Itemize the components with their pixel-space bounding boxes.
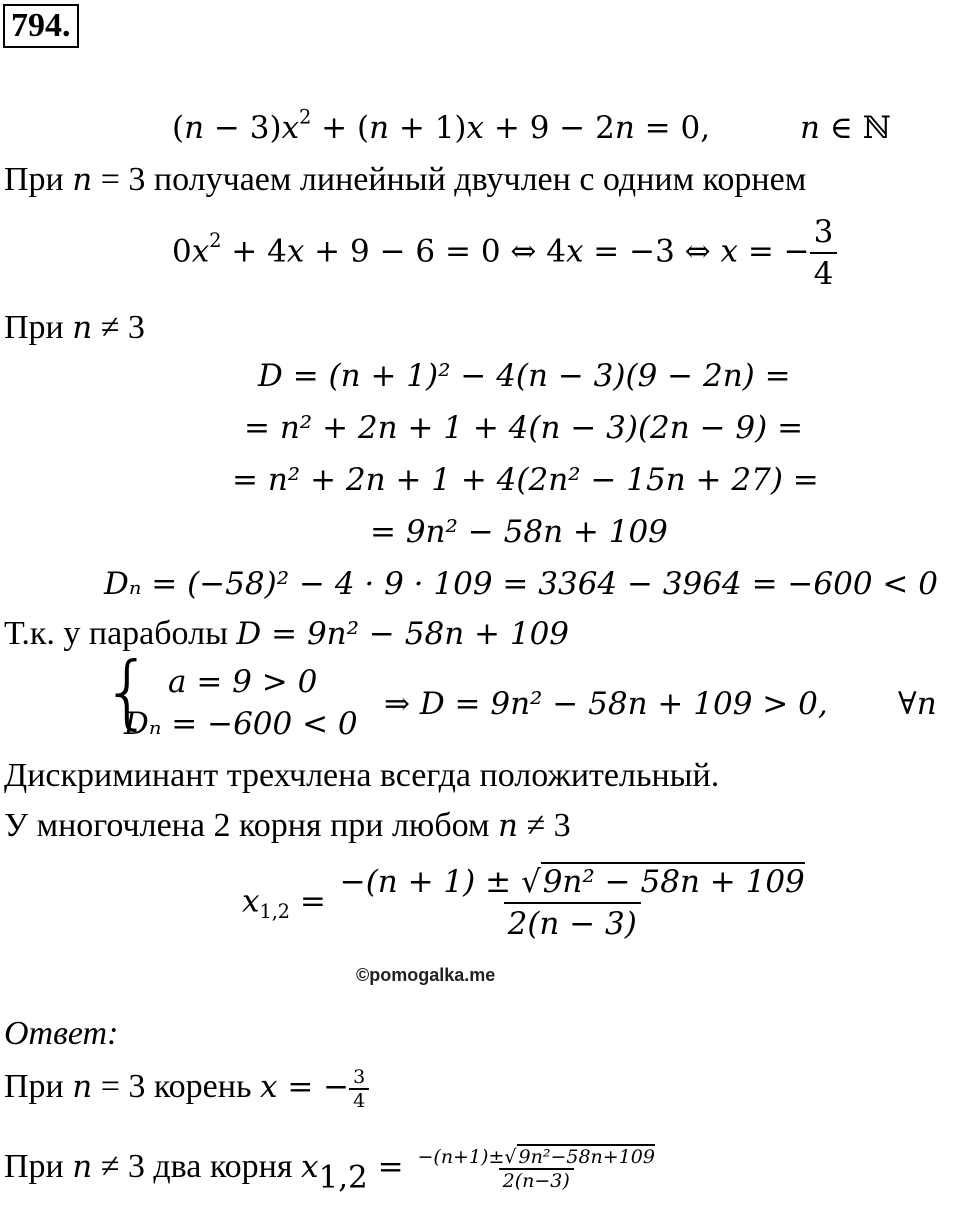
answer-roots-fraction — [413, 1146, 659, 1192]
eq-var-n: n — [369, 110, 390, 146]
eq-var-n: n — [614, 110, 635, 146]
roots-fraction — [336, 862, 809, 944]
equals: = — [290, 883, 336, 920]
part: = −3 ⇔ — [583, 233, 721, 270]
system-row-2: Dₙ = −600 < 0 — [124, 706, 358, 742]
answer-label: Ответ: — [4, 1015, 119, 1052]
var-n: n — [72, 1068, 93, 1105]
disc-of-disc-line: Dₙ = (−58)² − 4 · 9 · 109 = 3364 − 3964 = −600 < 0 — [104, 566, 938, 602]
text: При — [4, 1067, 73, 1105]
num-text: −(n + 1) ± — [339, 864, 521, 900]
subscript: 1,2 — [259, 900, 291, 924]
var-x: x — [301, 1148, 319, 1185]
var-x: x — [720, 233, 738, 270]
text: ≠ 3 — [517, 807, 571, 844]
main-equation — [172, 105, 711, 148]
var-n: n — [72, 1148, 93, 1185]
answer-line-2 — [4, 1146, 659, 1198]
linear-equation — [172, 212, 837, 294]
eq-part: + 9 − 2 — [484, 110, 615, 146]
var-n: n — [498, 808, 518, 844]
part: 0 — [172, 233, 192, 270]
eq-part: − 3) — [204, 110, 282, 146]
answer-fraction — [349, 1066, 369, 1112]
domain-var: n — [800, 110, 820, 146]
subscript: 1,2 — [318, 1159, 368, 1196]
text: = 3 получаем линейный двучлен с одним корнем — [92, 161, 807, 198]
exponent: 2 — [209, 229, 222, 253]
equals: = — [367, 1148, 414, 1185]
var-x: x — [259, 1068, 278, 1105]
system-brace: { — [102, 645, 153, 738]
var-n: n — [72, 162, 93, 198]
text: При — [4, 309, 73, 346]
var-x: x — [242, 883, 260, 920]
text: = 3 корень — [92, 1067, 260, 1105]
radicand: 9n² − 58n + 109 — [542, 864, 805, 900]
formula: D = 9n² − 58n + 109 — [236, 616, 570, 652]
part: + 4 — [221, 233, 287, 270]
text: ≠ 3 два корня — [92, 1147, 301, 1185]
disc-line-2: = n² + 2n + 1 + 4(n − 3)(2n − 9) = — [244, 410, 804, 446]
disc-line-4: = 9n² − 58n + 109 — [370, 514, 668, 550]
text: ≠ 3 — [92, 309, 145, 346]
roots-formula — [242, 862, 809, 944]
equals: = − — [277, 1068, 350, 1105]
eq-exponent: 2 — [299, 105, 312, 129]
var-n: n — [72, 310, 93, 346]
disc-line-3: = n² + 2n + 1 + 4(2n² − 15n + 27) = — [232, 462, 819, 498]
fraction-three-quarters — [810, 212, 838, 294]
problem-number: 794. — [3, 4, 79, 48]
num-text: −(n+1)± — [417, 1146, 505, 1168]
part: + 9 − 6 = 0 ⇔ 4 — [304, 233, 566, 270]
var-x: x — [565, 233, 584, 270]
eq-var-n: n — [184, 110, 205, 146]
var-x: x — [191, 233, 210, 270]
eq-part: ( — [172, 110, 185, 146]
case-n-equals-3 — [4, 160, 806, 200]
radicand: 9n²−58n+109 — [518, 1146, 655, 1168]
numerator: 3 — [353, 1066, 366, 1088]
system-implication: ⇒ D = 9n² − 58n + 109 > 0, — [384, 686, 828, 722]
disc-positive-text: Дискриминант трехчлена всегда положительный. — [4, 757, 720, 794]
domain-set: ∈ ℕ — [819, 110, 891, 146]
text: При — [4, 161, 73, 198]
text: Т.к. у параболы — [4, 615, 237, 652]
answer-line-1 — [4, 1066, 369, 1112]
numerator: −(n+1)±√ 9n²−58n+109 — [417, 1146, 655, 1168]
denominator: 4 — [810, 252, 838, 294]
part: = − — [738, 233, 810, 270]
text: При — [4, 1147, 73, 1185]
eq-part: + ( — [311, 110, 370, 146]
two-roots-text — [4, 806, 571, 846]
var-x: x — [286, 233, 305, 270]
numerator: −(n + 1) ± √9n² − 58n + 109 — [339, 864, 805, 900]
numerator: 3 — [813, 214, 834, 250]
watermark: ©pomogalka.me — [356, 965, 496, 985]
system-row-1: a = 9 > 0 — [168, 664, 318, 700]
case-n-not-3 — [4, 308, 145, 348]
denominator: 4 — [349, 1088, 369, 1112]
denominator: 2(n−3) — [499, 1168, 574, 1192]
eq-var-x: x — [466, 110, 485, 146]
eq-part: + 1) — [389, 110, 467, 146]
parabola-line — [4, 614, 569, 654]
denominator: 2(n − 3) — [504, 902, 641, 944]
forall-n: ∀n — [898, 686, 937, 722]
domain-condition — [800, 108, 891, 148]
eq-var-x: x — [281, 110, 300, 146]
disc-line-1: D = (n + 1)² − 4(n − 3)(9 − 2n) = — [258, 358, 791, 394]
eq-part: = 0, — [634, 110, 711, 146]
text: У многочлена 2 корня при любом — [4, 807, 498, 844]
